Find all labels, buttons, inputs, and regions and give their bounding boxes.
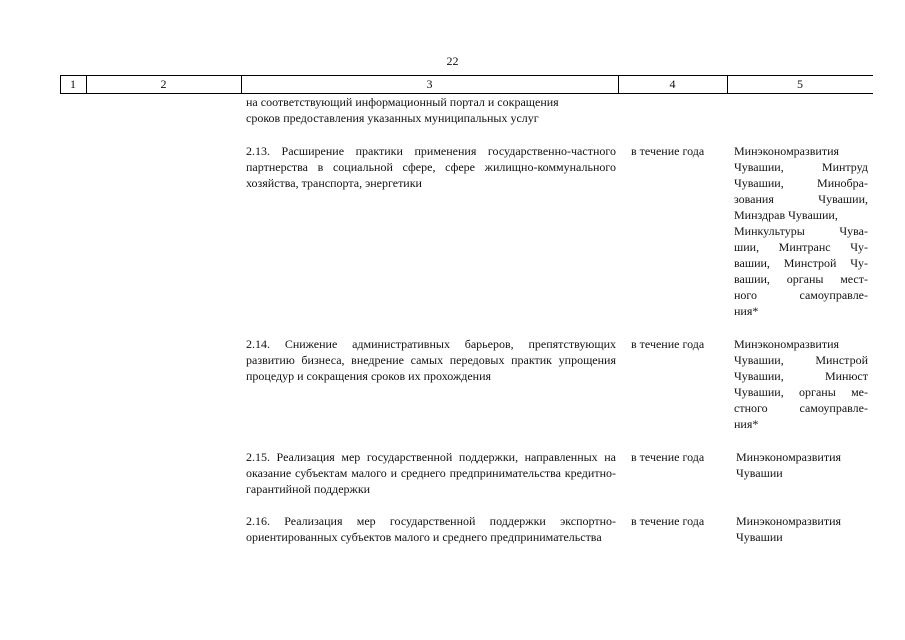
- header-col-5: 5: [797, 77, 803, 91]
- executor-line: Минкультуры Чува-: [734, 224, 868, 238]
- deadline-2-15: в течение года: [631, 450, 705, 464]
- table-header: [60, 75, 873, 94]
- continuation-text: [246, 94, 616, 126]
- executor-line: ния*: [734, 304, 759, 318]
- executor-line: Минэкономразвития: [734, 144, 840, 158]
- executor-line: вашии, Минстрой Чу-: [734, 256, 868, 270]
- executor-line: Чувашии, Минтруд: [734, 160, 868, 174]
- executor-line: Минэкономразвития: [734, 337, 840, 351]
- page-number: 22: [446, 54, 459, 68]
- measure-2-13: 2.13. Расширение практики применения государственно-частного партнерства в социальной сфере, сфере жилищно-коммунального хозяйства, транспорта, энергетики: [246, 144, 616, 190]
- header-col-4: 4: [669, 77, 676, 91]
- continuation-line: сроков предоставления указанных муниципальных услуг: [246, 111, 539, 125]
- executors-2-15: [736, 449, 870, 481]
- executors-2-13: [734, 143, 868, 319]
- deadline-2-13: в течение года: [631, 144, 705, 158]
- executor-line: Чувашии, Минюст: [734, 369, 868, 383]
- executor-line: Чувашии: [736, 530, 783, 544]
- measure-2-15: 2.15. Реализация мер государственной поддержки, направленных на оказание субъектам малого и среднего предпринимательства кредитно-гарантийной поддержки: [246, 450, 616, 496]
- measure-2-16: 2.16. Реализация мер государственной поддержки экспортно-ориентированных субъектов малого и среднего предпринимательства: [246, 514, 616, 544]
- executors-2-14: [734, 336, 868, 432]
- executor-line: Минэкономразвития: [736, 514, 842, 528]
- continuation-line: на соответствующий информационный портал и сокращения: [246, 95, 559, 109]
- executor-line: вашии, органы мест-: [734, 272, 868, 286]
- deadline-2-16: в течение года: [631, 514, 705, 528]
- header-col-3: 3: [426, 77, 433, 91]
- executor-line: Минздрав Чувашии,: [734, 208, 838, 222]
- executor-line: Чувашии, Минобра-: [734, 176, 868, 190]
- executor-line: Чувашии, Минстрой: [734, 353, 868, 367]
- executor-line: шии, Минтранс Чу-: [734, 240, 868, 254]
- header-col-2: 2: [160, 77, 167, 91]
- executors-2-16: [736, 513, 870, 545]
- executor-line: зования Чувашии,: [734, 192, 868, 206]
- measure-2-14: 2.14. Снижение административных барьеров, препятствующих развитию бизнеса, внедрение самых передовых практик упрощения процедур и сокращения сроков их прохождения: [246, 337, 616, 383]
- executor-line: Минэкономразвития: [736, 450, 842, 464]
- executor-line: ния*: [734, 417, 759, 431]
- executor-line: Чувашии: [736, 466, 783, 480]
- deadline-2-14: в течение года: [631, 337, 705, 351]
- executor-line: ного самоуправле-: [734, 288, 868, 302]
- header-col-1: 1: [70, 77, 76, 91]
- executor-line: Чувашии, органы ме-: [734, 385, 868, 399]
- executor-line: стного самоуправле-: [734, 401, 868, 415]
